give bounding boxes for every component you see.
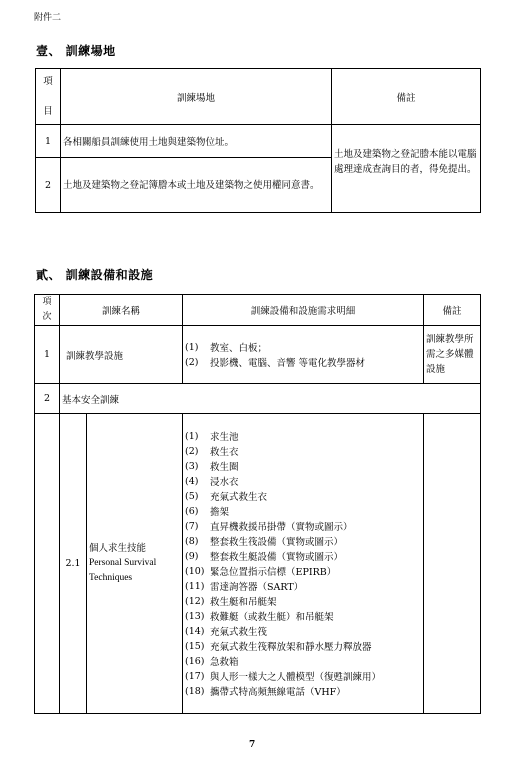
list-item: (11) 雷達詢答器（SART）: [185, 580, 304, 593]
row-2-1-remarks: [424, 414, 481, 714]
row-2-1-num: 2.1: [60, 414, 87, 714]
list-item: (4) 浸水衣: [185, 475, 239, 488]
header-site: 訓練場地: [61, 69, 332, 125]
list-item: (2) 救生衣: [185, 445, 239, 458]
row-2-num: 2: [35, 384, 60, 414]
list-item: (8) 整套救生筏設備（實物或圖示）: [185, 535, 344, 548]
list-item: (17) 與人形一樣大之人體模型（復甦訓練用）: [185, 670, 382, 683]
list-item: (7) 直昇機救援吊掛帶（實物或圖示）: [185, 520, 353, 533]
equipment-table: [34, 294, 481, 714]
section1-title: 壹、 訓練場地: [36, 44, 116, 58]
site-remarks: 土地及建築物之登記謄本能以電腦處理達成查詢目的者，得免提出。: [332, 125, 481, 213]
name-en-2: Techniques: [89, 573, 133, 583]
annex-label: 附件二: [34, 13, 62, 23]
list-item: (15) 充氣式救生筏釋放架和靜水壓力釋放器: [185, 640, 372, 653]
row-1-num: 1: [35, 326, 60, 384]
row-2-1-name: [87, 414, 183, 714]
row1-num: 1: [36, 125, 61, 158]
training-site-table: [35, 68, 481, 213]
header-item-no: 項 次: [35, 295, 60, 326]
header-item: 項 目: [36, 69, 61, 125]
row2-site: 土地及建築物之登記簿謄本或土地及建築物之使用權同意書。: [61, 158, 332, 213]
header-remarks: 備註: [332, 69, 481, 125]
header-name: 訓練名稱: [60, 295, 183, 326]
row-1-detail: [183, 326, 424, 384]
list-item: (3) 救生圈: [185, 460, 239, 473]
list-item: (14) 充氣式救生筏: [185, 625, 268, 638]
row-1-remarks: 訓練教學所需之多媒體設施: [424, 326, 481, 384]
row-2-1-detail: [183, 414, 424, 714]
list-item: (2) 投影機、電腦、音響 等電化教學器材: [185, 356, 366, 369]
list-item: (13) 救難艇（或救生艇）和吊艇架: [185, 610, 334, 623]
list-item: (16) 急救箱: [185, 655, 239, 668]
row-2-1-spacer: [35, 414, 60, 714]
row1-site: 各相關船員訓練使用土地與建築物位址。: [61, 125, 332, 158]
list-item: (6) 擔架: [185, 505, 230, 518]
list-item: (5) 充氣式救生衣: [185, 490, 268, 503]
list-item: (18) 攜帶式特高頻無線電話（VHF）: [185, 685, 346, 698]
list-item: (1) 教室、白板；: [185, 341, 268, 354]
list-item: (9) 整套救生艇設備（實物或圖示）: [185, 550, 344, 563]
header-detail: 訓練設備和設施需求明細: [183, 295, 424, 326]
name-zh: 個人求生技能: [89, 543, 147, 554]
list-item: (1) 求生池: [185, 430, 239, 443]
row-2-name: 基本安全訓練: [60, 384, 481, 414]
page-number: 7: [249, 740, 256, 750]
row2-num: 2: [36, 158, 61, 213]
row-1-name: 訓練教學設施: [60, 326, 183, 384]
section2-title: 貳、 訓練設備和設施: [36, 268, 154, 282]
name-en-1: Personal Survival: [89, 558, 157, 568]
list-item: (12) 救生艇和吊艇架: [185, 595, 277, 608]
header-remarks2: 備註: [424, 295, 481, 326]
list-item: (10) 緊急位置指示信標（EPIRB）: [185, 565, 337, 578]
